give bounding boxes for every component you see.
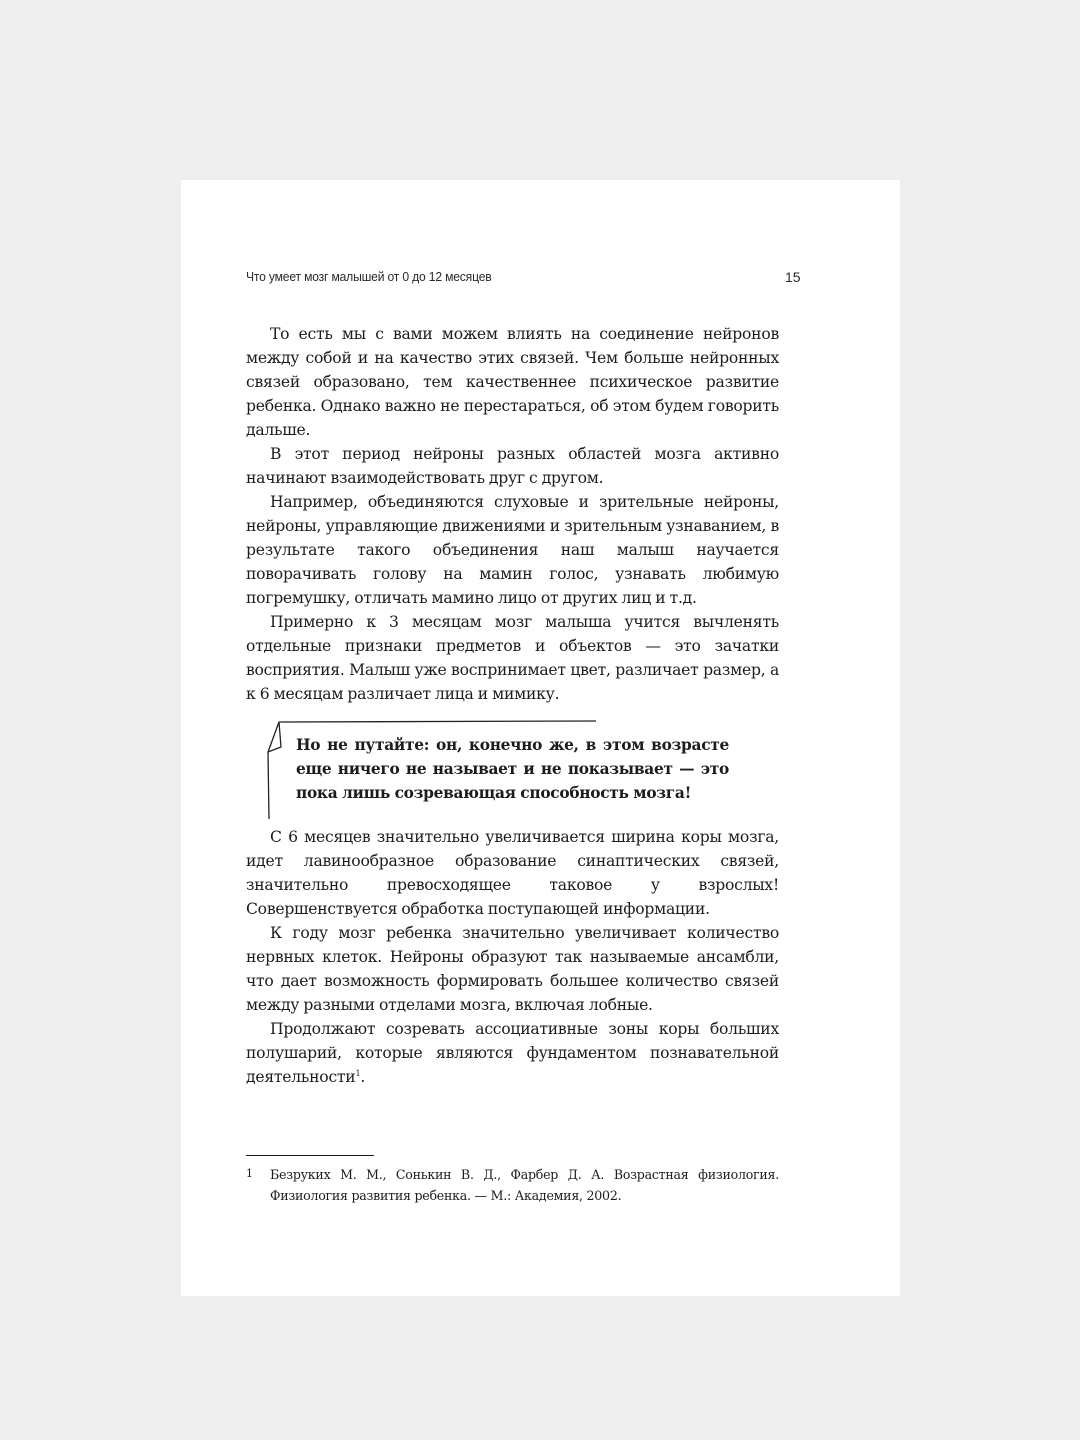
paragraph: В этот период нейроны разных областей мозга активно начинают взаимодействовать друг с другом.	[246, 445, 779, 487]
footnote	[246, 1164, 779, 1206]
chapter-title: Что умеет мозг малышей от 0 до 12 месяцев	[246, 269, 492, 284]
callout-text: Но не путайте: он, конечно же, в этом возрасте еще ничего не называет и не показывает — это пока лишь созревающая способность мозга!	[296, 736, 729, 802]
footnote-text: Безруких М. М., Сонькин В. Д., Фарбер Д. А. Возрастная физиология. Физиология развития ребенка. — М.: Академия, 2002.	[270, 1167, 779, 1203]
body-text-bottom	[246, 825, 779, 1089]
book-page	[181, 180, 900, 1296]
paragraph-last	[246, 1017, 779, 1089]
footnote-number: 1	[246, 1167, 253, 1180]
footnote-reference[interactable]: 1	[355, 1068, 361, 1078]
paragraph: С 6 месяцев значительно увеличивается ширина коры мозга, идет лавинообразное образование синаптических связей, значительно превосходящее таковое у взрослых! Совершенствуется обработка поступающей информации.	[246, 828, 779, 918]
body-text-top	[246, 322, 779, 706]
note-callout	[263, 717, 729, 820]
paragraph-text: Продолжают созревать ассоциативные зоны коры больших полушарий, которые являются фундаментом познавательной деятельности	[246, 1020, 779, 1086]
running-head	[246, 269, 753, 291]
paragraph-end: .	[360, 1068, 366, 1086]
paragraph: То есть мы с вами можем влиять на соединение нейронов между собой и на качество этих связей. Чем больше нейронных связей образовано, тем качественнее психическое развитие ребенка. Однако важно не перестараться, об этом будем говорить дальше.	[246, 325, 779, 439]
paragraph: К году мозг ребенка значительно увеличивает количество нервных клеток. Нейроны образуют так называемые ансамбли, что дает возможность формировать большее количество связей между разными отделами мозга, включая лобные.	[246, 924, 779, 1014]
paragraph: Например, объединяются слуховые и зрительные нейроны, нейроны, управляющие движениями и зрительным узнаванием, в результате такого объединения наш малыш научается поворачивать голову на мамин голос, узнавать любимую погремушку, отличать мамино лицо от других лиц и т.д.	[246, 493, 779, 607]
page-number: 15	[785, 269, 801, 285]
paragraph: Примерно к 3 месяцам мозг малыша учится вычленять отдельные признаки предметов и объектов — это зачатки восприятия. Малыш уже воспринимает цвет, различает размер, а к 6 месяцам различает лица и мимику.	[246, 613, 779, 703]
footnote-divider	[246, 1155, 374, 1156]
